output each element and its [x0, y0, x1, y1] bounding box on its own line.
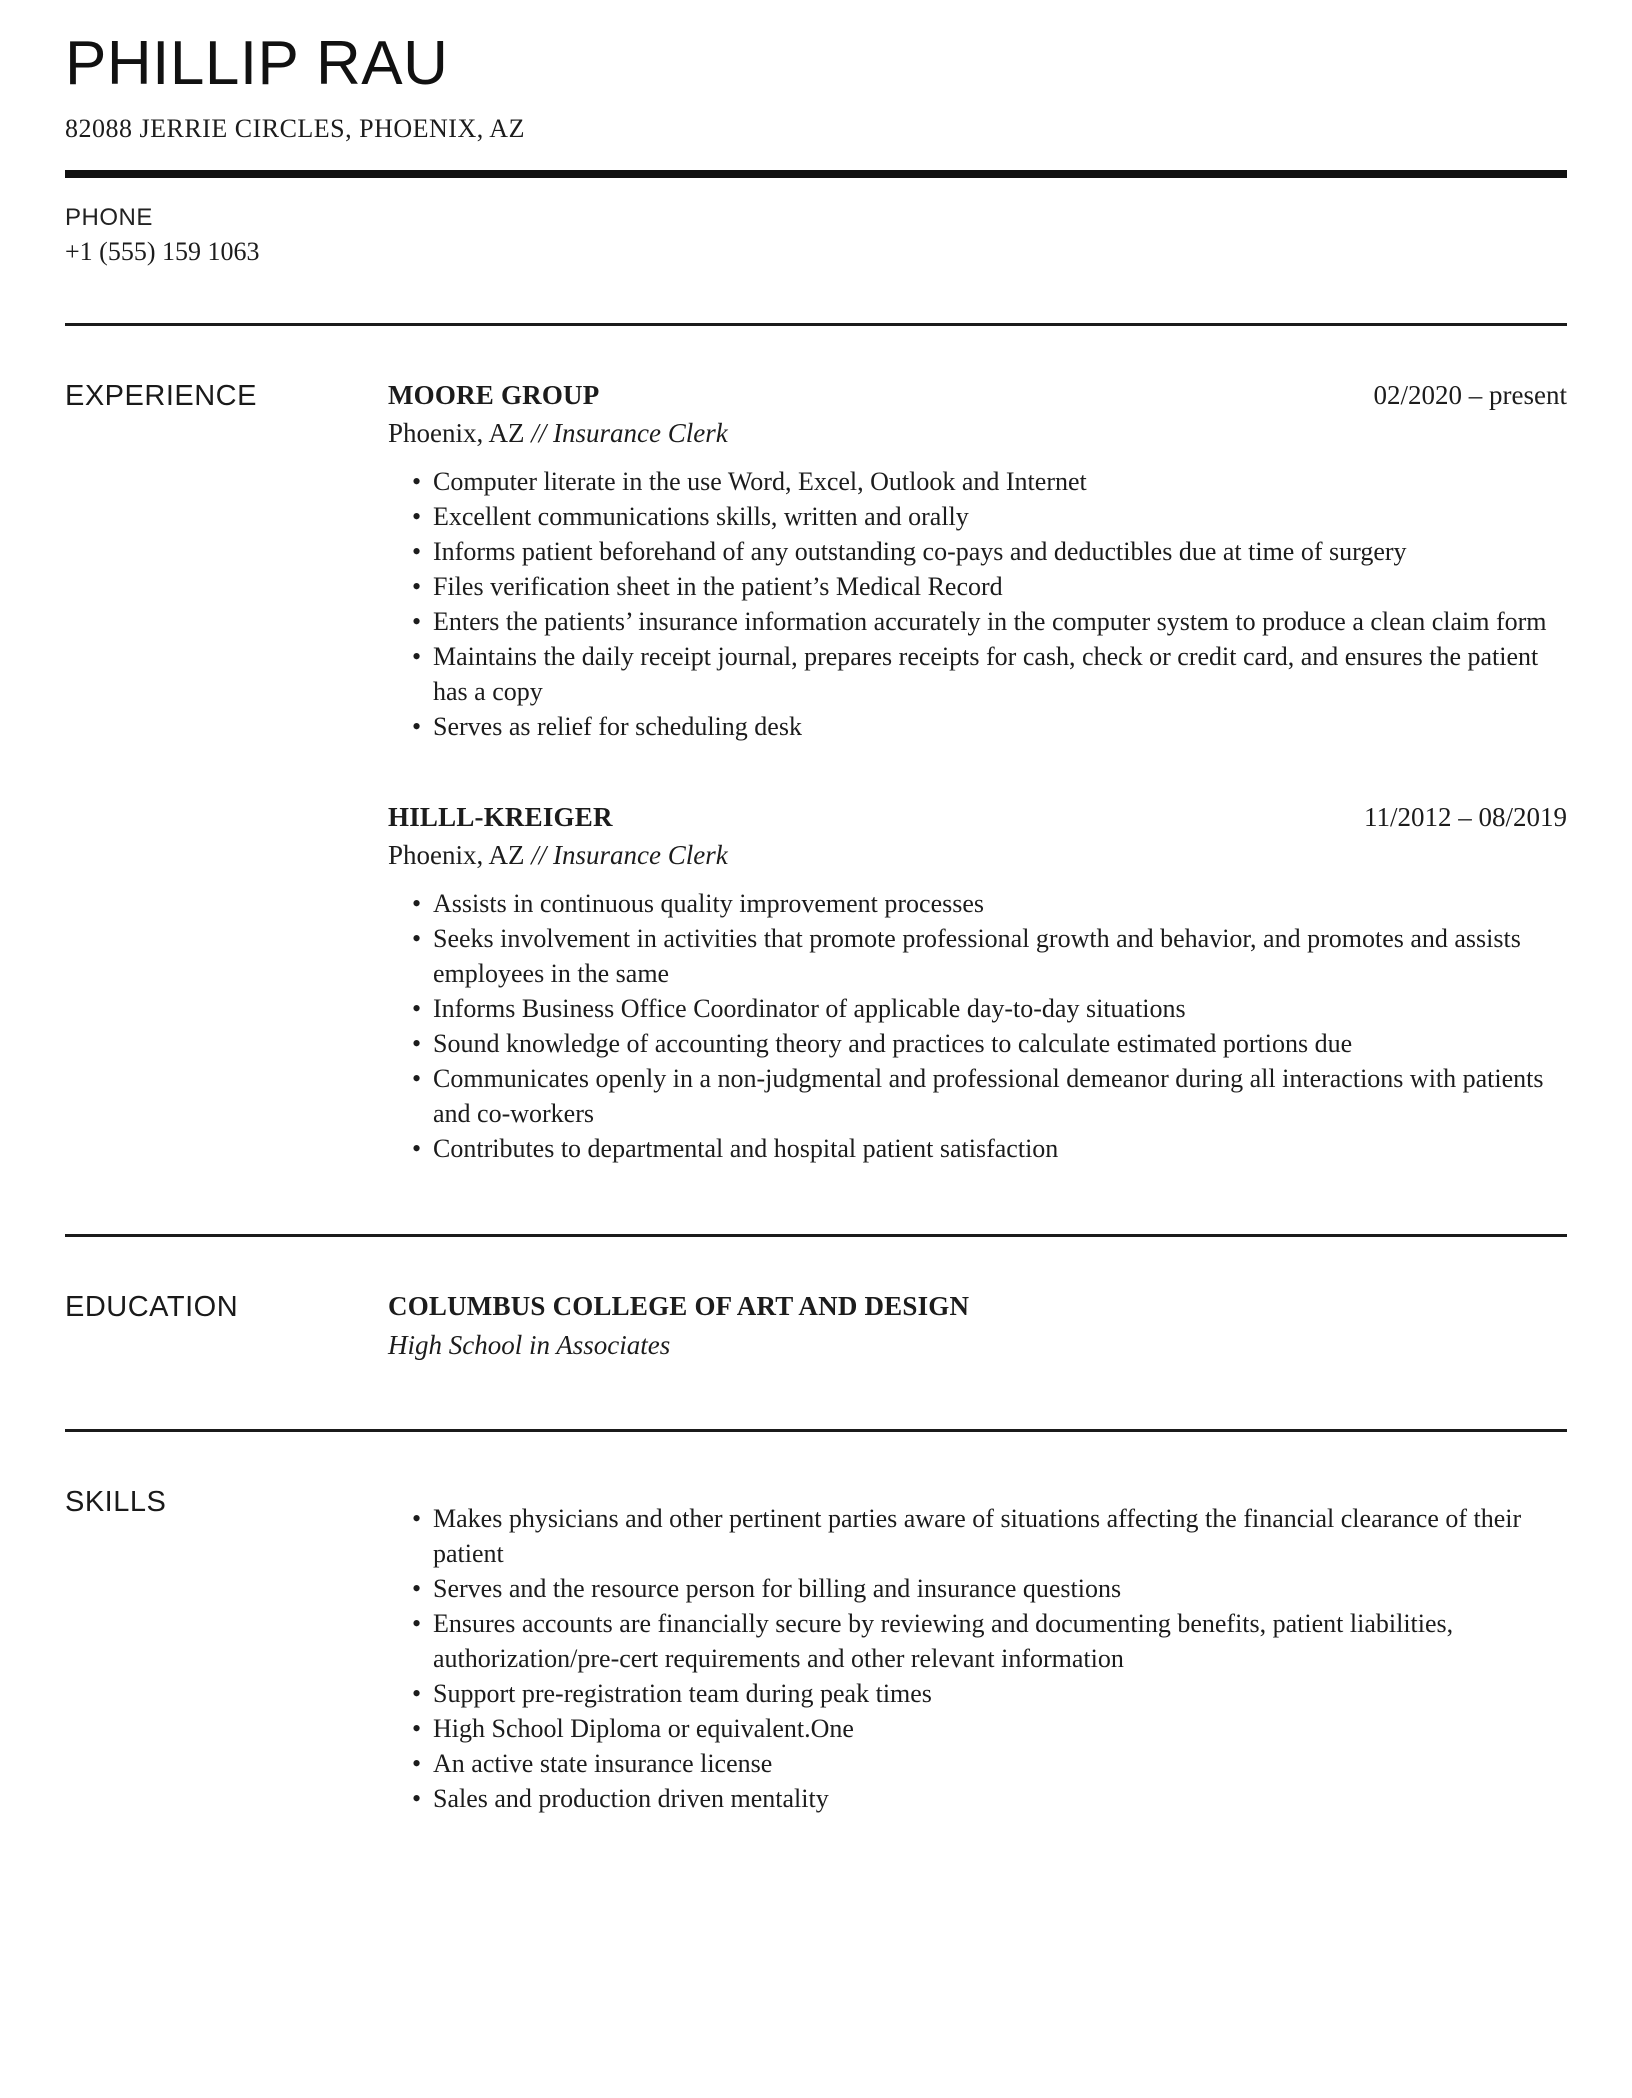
- bullet-item: • Ensures accounts are financially secure by reviewing and documenting benefits, patient liabilities, authorization/pre-cert requirements and other relevant information: [388, 1606, 1567, 1676]
- job-subtitle: [388, 418, 1567, 449]
- experience-section-label: EXPERIENCE: [65, 380, 257, 413]
- job-role-separator: //: [531, 840, 547, 871]
- experience-section: [65, 326, 1567, 1166]
- bullet-item: • Sound knowledge of accounting theory and practices to calculate estimated portions due: [388, 1026, 1567, 1061]
- job-location: Phoenix, AZ: [388, 418, 525, 449]
- bullet-item: • Sales and production driven mentality: [388, 1781, 1567, 1816]
- bullet-item: • Excellent communications skills, written and orally: [388, 499, 1567, 534]
- candidate-address: 82088 JERRIE CIRCLES, PHOENIX, AZ: [65, 114, 525, 144]
- header-divider-rule: [65, 170, 1567, 178]
- job-entry-moore-group: [388, 380, 1567, 744]
- bullet-item: • An active state insurance license: [388, 1746, 1567, 1781]
- bullet-item: • Support pre-registration team during peak times: [388, 1676, 1567, 1711]
- job-header: [388, 802, 1567, 833]
- company-name: MOORE GROUP: [388, 380, 600, 411]
- bullet-item: • Assists in continuous quality improvement processes: [388, 886, 1567, 921]
- bullet-item: • Contributes to departmental and hospital patient satisfaction: [388, 1131, 1567, 1166]
- bullet-item: • Maintains the daily receipt journal, prepares receipts for cash, check or credit card, and ensures the patient has a copy: [388, 639, 1567, 709]
- job-header: [388, 380, 1567, 411]
- job-subtitle: [388, 840, 1567, 871]
- bullet-item: • Communicates openly in a non-judgmental and professional demeanor during all interactions with patients and co-workers: [388, 1061, 1567, 1131]
- school-name: COLUMBUS COLLEGE OF ART AND DESIGN: [388, 1291, 970, 1322]
- bullet-item: • Informs patient beforehand of any outstanding co-pays and deductibles due at time of surgery: [388, 534, 1567, 569]
- bullet-item: • Computer literate in the use Word, Excel, Outlook and Internet: [388, 464, 1567, 499]
- skills-section-label: SKILLS: [65, 1486, 167, 1519]
- contact-block: [65, 204, 1567, 267]
- candidate-name: PHILLIP RAU: [65, 29, 449, 98]
- bullet-item: • Serves as relief for scheduling desk: [388, 709, 1567, 744]
- bullet-item: • Informs Business Office Coordinator of applicable day-to-day situations: [388, 991, 1567, 1026]
- job-bullet-list: [388, 886, 1567, 1166]
- bullet-item: • Enters the patients’ insurance information accurately in the computer system to produce a clean claim form: [388, 604, 1567, 639]
- job-bullet-list: [388, 464, 1567, 744]
- job-dates: 11/2012 – 08/2019: [1363, 802, 1567, 833]
- skills-section-content: [388, 1486, 1567, 1816]
- job-dates: 02/2020 – present: [1373, 380, 1567, 411]
- bullet-item: • Makes physicians and other pertinent parties aware of situations affecting the financial clearance of their patient: [388, 1501, 1567, 1571]
- skills-bullet-list: [388, 1501, 1567, 1816]
- education-section-label: EDUCATION: [65, 1291, 239, 1324]
- job-role-separator: //: [531, 418, 547, 449]
- skills-section: [65, 1432, 1567, 1816]
- job-location: Phoenix, AZ: [388, 840, 525, 871]
- education-section-content: [388, 1291, 1567, 1361]
- job-entry-hilll-kreiger: [388, 802, 1567, 1166]
- bullet-item: • Files verification sheet in the patient’s Medical Record: [388, 569, 1567, 604]
- job-role: Insurance Clerk: [553, 418, 728, 449]
- company-name: HILLL-KREIGER: [388, 802, 613, 833]
- phone-label: PHONE: [65, 204, 153, 232]
- job-role: Insurance Clerk: [553, 840, 728, 871]
- phone-number: +1 (555) 159 1063: [65, 237, 260, 267]
- education-section: [65, 1237, 1567, 1361]
- degree-name: High School in Associates: [388, 1330, 671, 1361]
- bullet-item: • High School Diploma or equivalent.One: [388, 1711, 1567, 1746]
- bullet-item: • Seeks involvement in activities that promote professional growth and behavior, and promotes and assists employees in the same: [388, 921, 1567, 991]
- experience-section-content: [388, 380, 1567, 1166]
- bullet-item: • Serves and the resource person for billing and insurance questions: [388, 1571, 1567, 1606]
